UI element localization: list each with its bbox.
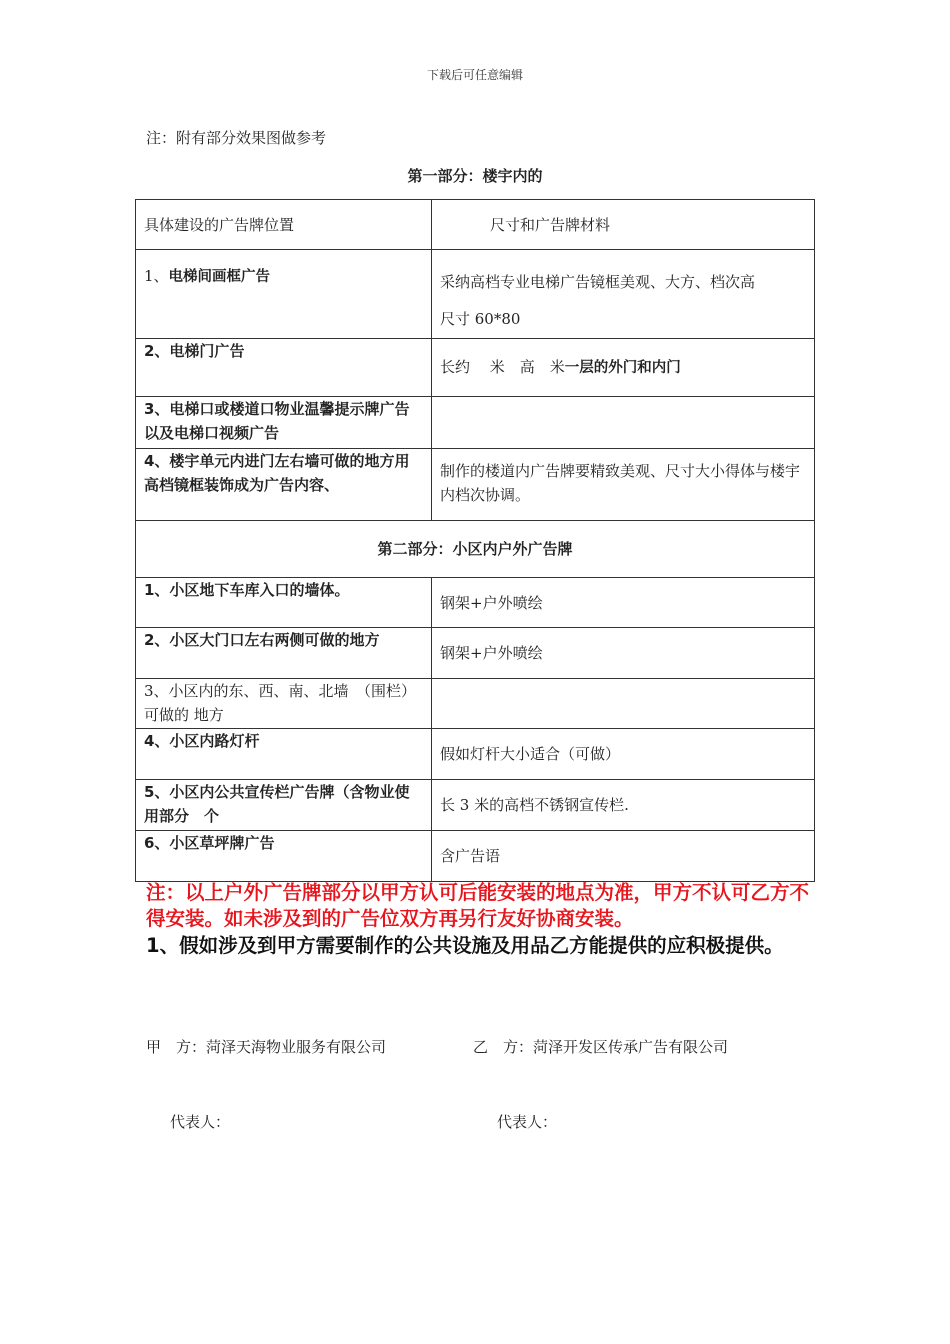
row-number: 1、 <box>144 267 169 285</box>
reference-note: 注：附有部分效果图做参考 <box>146 129 327 147</box>
part1-title: 第一部分：楼宇内的 <box>407 167 543 185</box>
table-row <box>136 449 815 521</box>
row-location: 1、小区地下车库入口的墙体。 <box>136 578 432 628</box>
table-row <box>136 250 815 339</box>
ad-location-table <box>135 199 815 882</box>
row-location: 3、电梯口或楼道口物业温馨提示牌广告以及电梯口视频广告 <box>136 397 432 449</box>
row-material: 假如灯杆大小适合（可做） <box>432 729 815 780</box>
page-header-note: 下载后可任意编辑 <box>426 68 523 82</box>
table-row <box>136 831 815 882</box>
header-location: 具体建设的广告牌位置 <box>136 200 432 250</box>
representative-b: 代表人： <box>497 1113 558 1131</box>
row-material: 钢架+户外喷绘 <box>432 578 815 628</box>
header-size-material: 尺寸和广告牌材料 <box>432 200 815 250</box>
part2-title: 第二部分：小区内户外广告牌 <box>136 521 815 578</box>
row-material: 制作的楼道内广告牌要精致美观、尺寸大小得体与楼宇内档次协调。 <box>432 449 815 521</box>
table-row <box>136 397 815 449</box>
row-material <box>432 679 815 729</box>
row-material <box>432 397 815 449</box>
table-row <box>136 679 815 729</box>
row-size: 长约 米 高 米 <box>440 358 565 376</box>
row-location: 2、电梯门广告 <box>136 339 432 397</box>
table-row <box>136 780 815 831</box>
row-location: 4、楼宇单元内进门左右墙可做的地方用高档镜框装饰成为广告内容、 <box>136 449 432 521</box>
row-material: 钢架+户外喷绘 <box>432 628 815 679</box>
table-header-row <box>136 200 815 250</box>
row-material: 含广告语 <box>432 831 815 882</box>
representative-a: 代表人： <box>170 1113 231 1131</box>
party-a: 甲 方：菏泽天海物业服务有限公司 <box>146 1038 387 1056</box>
row-material: 长 3 米的高档不锈钢宣传栏. <box>432 780 815 831</box>
table-row <box>136 339 815 397</box>
table-row <box>136 729 815 780</box>
table-row <box>136 578 815 628</box>
row-location: 电梯间画框广告 <box>168 269 271 285</box>
row-location: 3、小区内的东、西、南、北墙 （围栏）可做的 地方 <box>136 679 432 729</box>
part2-title-row <box>136 521 815 578</box>
red-installation-note: 注：以上户外广告牌部分以甲方认可后能安装的地点为准，甲方不认可乙方不得安装。如未涉及到的广告位双方再另行友好协商安装。 <box>146 881 810 930</box>
row-location: 4、小区内路灯杆 <box>136 729 432 780</box>
table-row <box>136 628 815 679</box>
row-material-line2: 尺寸 60*80 <box>440 310 521 328</box>
public-facilities-note: 1、假如涉及到甲方需要制作的公共设施及用品乙方能提供的应积极提供。 <box>146 934 784 957</box>
row-material-line1: 采纳高档专业电梯广告镜框美观、大方、档次高 <box>440 273 756 291</box>
row-location: 2、小区大门口左右两侧可做的地方 <box>136 628 432 679</box>
row-material: 一层的外门和内门 <box>564 360 681 376</box>
party-b: 乙 方：菏泽开发区传承广告有限公司 <box>473 1038 729 1056</box>
row-location: 5、小区内公共宣传栏广告牌（含物业使用部分 个 <box>136 780 432 831</box>
row-location: 6、小区草坪牌广告 <box>136 831 432 882</box>
